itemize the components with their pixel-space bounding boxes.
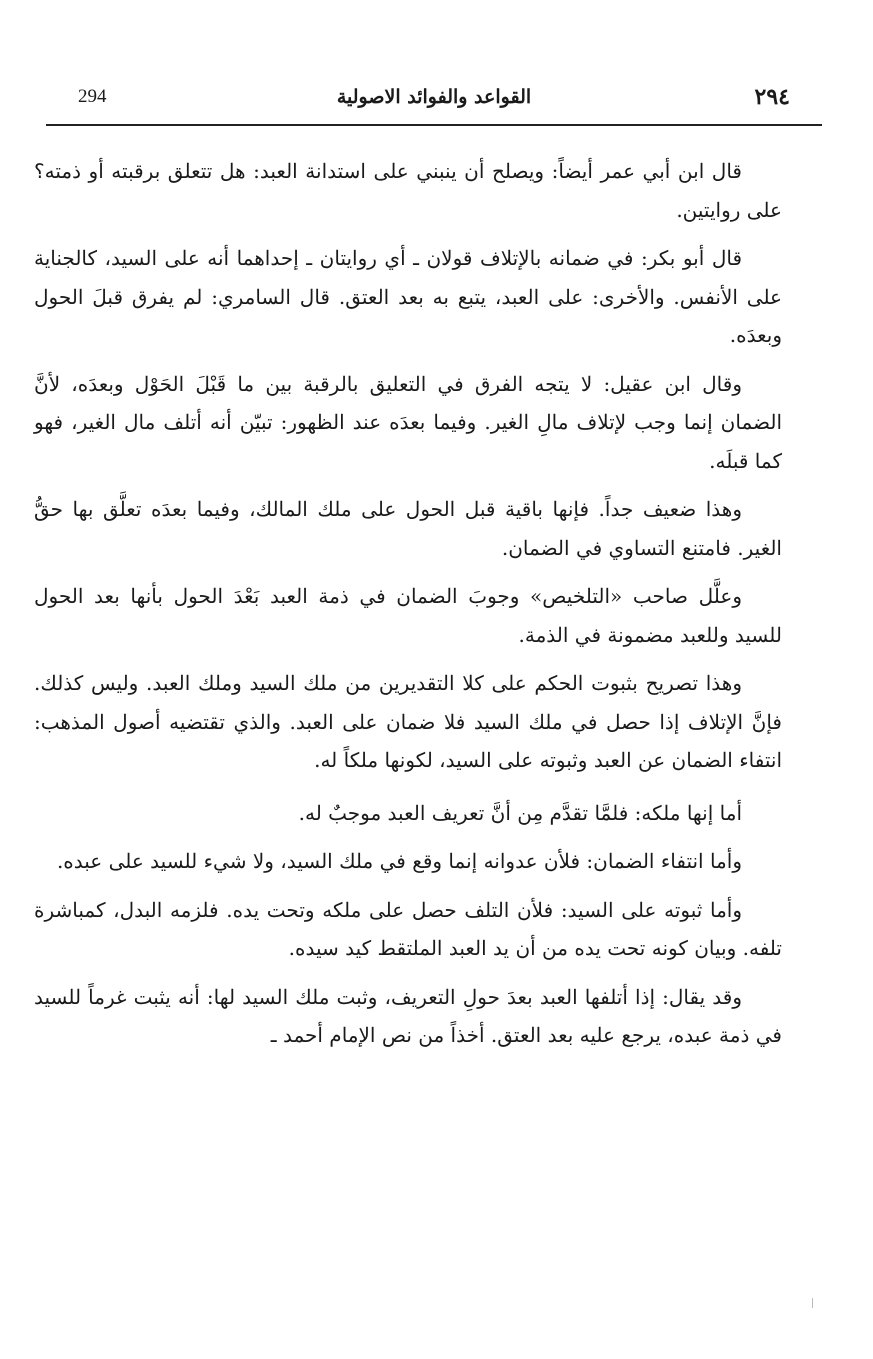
- paragraph-7: أما إنها ملكه: فلمَّا تقدَّم مِن أنَّ تعريف العبد موجبٌ له.: [298, 800, 742, 825]
- paragraph-4: وهذا ضعيف جداً. فإنها باقية قبل الحول على ملك المالك، وفيما بعدَه تعلَّق بها حقُّ الغير. فامتنع التساوي في الضمان.: [34, 497, 782, 560]
- header-rule: [46, 124, 822, 126]
- paragraph-2: قال أبو بكر: في ضمانه بالإتلاف قولان ـ أي روايتان ـ إحداهما أنه على السيد، كالجناية على الأنفس. والأخرى: على العبد، يتبع به بعد العتق. قال السامري: لم يفرق قبلَ الحول وبعدَه.: [34, 246, 782, 347]
- page-number-latin: 294: [78, 86, 107, 107]
- margin-mark: [812, 1298, 813, 1308]
- page-body: [34, 152, 782, 1065]
- paragraph-5: وعلَّل صاحب «التلخيص» وجوبَ الضمان في ذمة العبد بَعْدَ الحول بأنها بعد الحول للسيد وللعبد مضمونة في الذمة.: [34, 584, 782, 647]
- paragraph-10: وقد يقال: إذا أتلفها العبد بعدَ حولِ التعريف، وثبت ملك السيد لها: أنه يثبت غرماً للسيد في ذمة عبده، يرجع عليه بعد العتق. أخذاً من نص الإمام أحمد ـ: [34, 984, 782, 1047]
- paragraph-6: وهذا تصريح بثبوت الحكم على كلا التقديرين من ملك السيد وملك العبد. وليس كذلك. فإنَّ الإتلاف إذا حصل في ملك السيد فلا ضمان على العبد. والذي تقتضيه أصول المذهب: انتفاء الضمان عن العبد وثبوته على السيد، لكونها ملكاً له.: [34, 671, 782, 772]
- paragraph-9: وأما ثبوته على السيد: فلأن التلف حصل على ملكه وتحت يده. فلزمه البدل، كمباشرة تلفه. وبيان كونه تحت يده من أن يد العبد الملتقط كيد سيده.: [34, 897, 782, 960]
- paragraph-1: قال ابن أبي عمر أيضاً: ويصلح أن ينبني على استدانة العبد: هل تتعلق برقبته أو ذمته؟ على روايتين.: [34, 159, 782, 222]
- running-title: القواعد والفوائد الاصولية: [336, 86, 532, 108]
- page-number-arabic: ٢٩٤: [754, 84, 790, 110]
- paragraph-3: وقال ابن عقيل: لا يتجه الفرق في التعليق بالرقبة بين ما قَبْلَ الحَوْل وبعدَه، لأنَّ الضمان إنما وجب لإتلاف مالِ الغير. وفيما بعدَه عند الظهور: تبيّن أنه أتلف مال الغير، فهو كما قبلَه.: [34, 371, 782, 473]
- paragraph-8: وأما انتفاء الضمان: فلأن عدوانه إنما وقع في ملك السيد، ولا شيء للسيد على عبده.: [56, 849, 742, 873]
- page-header: [46, 86, 822, 122]
